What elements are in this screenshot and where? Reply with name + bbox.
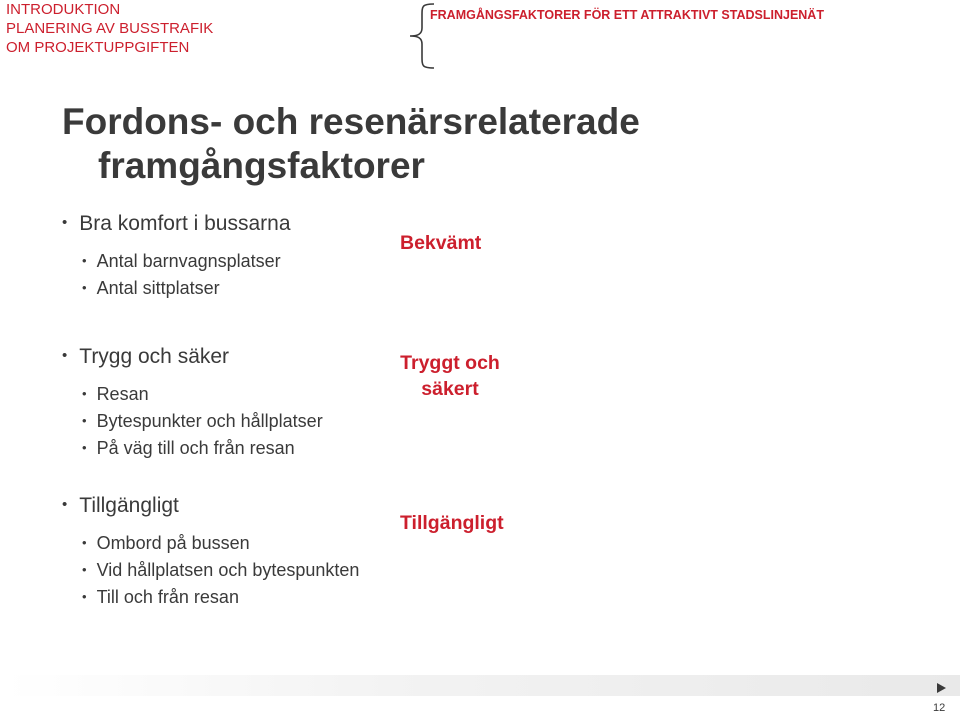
tag-line: säkert	[421, 378, 479, 400]
list-item-text: Antal sittplatser	[96, 278, 220, 298]
section-nav	[6, 0, 213, 57]
list-item	[82, 251, 281, 272]
list-item-text: Vid hållplatsen och bytespunkten	[96, 560, 360, 580]
group-heading-trygg	[62, 345, 229, 369]
slide-title	[62, 100, 640, 188]
tag-tryggt-sakert	[390, 350, 510, 402]
bullet-icon: •	[82, 280, 87, 295]
list-item-text: Ombord på bussen	[96, 533, 250, 553]
group-heading-komfort	[62, 212, 291, 236]
nav-item-projektuppgiften[interactable]: OM PROJEKTUPPGIFTEN	[6, 39, 190, 56]
list-item	[82, 587, 239, 608]
bullet-icon: •	[62, 496, 68, 513]
list-item	[82, 411, 323, 432]
bullet-icon: •	[82, 535, 87, 550]
list-item	[82, 384, 149, 405]
group-heading-text: Trygg och säker	[79, 345, 230, 368]
play-triangle-icon[interactable]	[937, 683, 946, 693]
slide-title-line2: framgångsfaktorer	[98, 145, 425, 186]
list-item-text: Resan	[96, 384, 149, 404]
bullet-icon: •	[82, 562, 87, 577]
slide-title-line1: Fordons- och resenärsrelaterade	[62, 101, 640, 142]
bullet-icon: •	[82, 413, 87, 428]
section-title: FRAMGÅNGSFAKTORER FÖR ETT ATTRAKTIVT STADSLINJENÄT	[430, 8, 824, 22]
bullet-icon: •	[82, 386, 87, 401]
list-item-text: På väg till och från resan	[96, 438, 295, 458]
nav-item-introduktion[interactable]: INTRODUKTION	[6, 1, 121, 18]
nav-item-planering[interactable]: PLANERING AV BUSSTRAFIK	[6, 20, 214, 37]
bullet-icon: •	[82, 589, 87, 604]
tag-bekvamt: Bekvämt	[400, 232, 482, 254]
bullet-icon: •	[82, 253, 87, 268]
list-item	[82, 560, 359, 581]
group-heading-text: Tillgängligt	[79, 494, 179, 517]
bullet-icon: •	[82, 440, 87, 455]
list-item-text: Antal barnvagnsplatser	[96, 251, 281, 271]
list-item-text: Bytespunkter och hållplatser	[96, 411, 323, 431]
footer-bar	[5, 675, 960, 696]
tag-line: Tryggt och	[400, 352, 500, 374]
bullet-icon: •	[62, 214, 68, 231]
group-heading-tillgangligt	[62, 494, 179, 518]
tag-tillgangligt: Tillgängligt	[400, 512, 504, 534]
list-item	[82, 438, 295, 459]
list-item-text: Till och från resan	[96, 587, 239, 607]
page-number: 12	[933, 702, 946, 714]
list-item	[82, 278, 220, 299]
group-heading-text: Bra komfort i bussarna	[79, 212, 291, 235]
bullet-icon: •	[62, 347, 68, 364]
list-item	[82, 533, 250, 554]
